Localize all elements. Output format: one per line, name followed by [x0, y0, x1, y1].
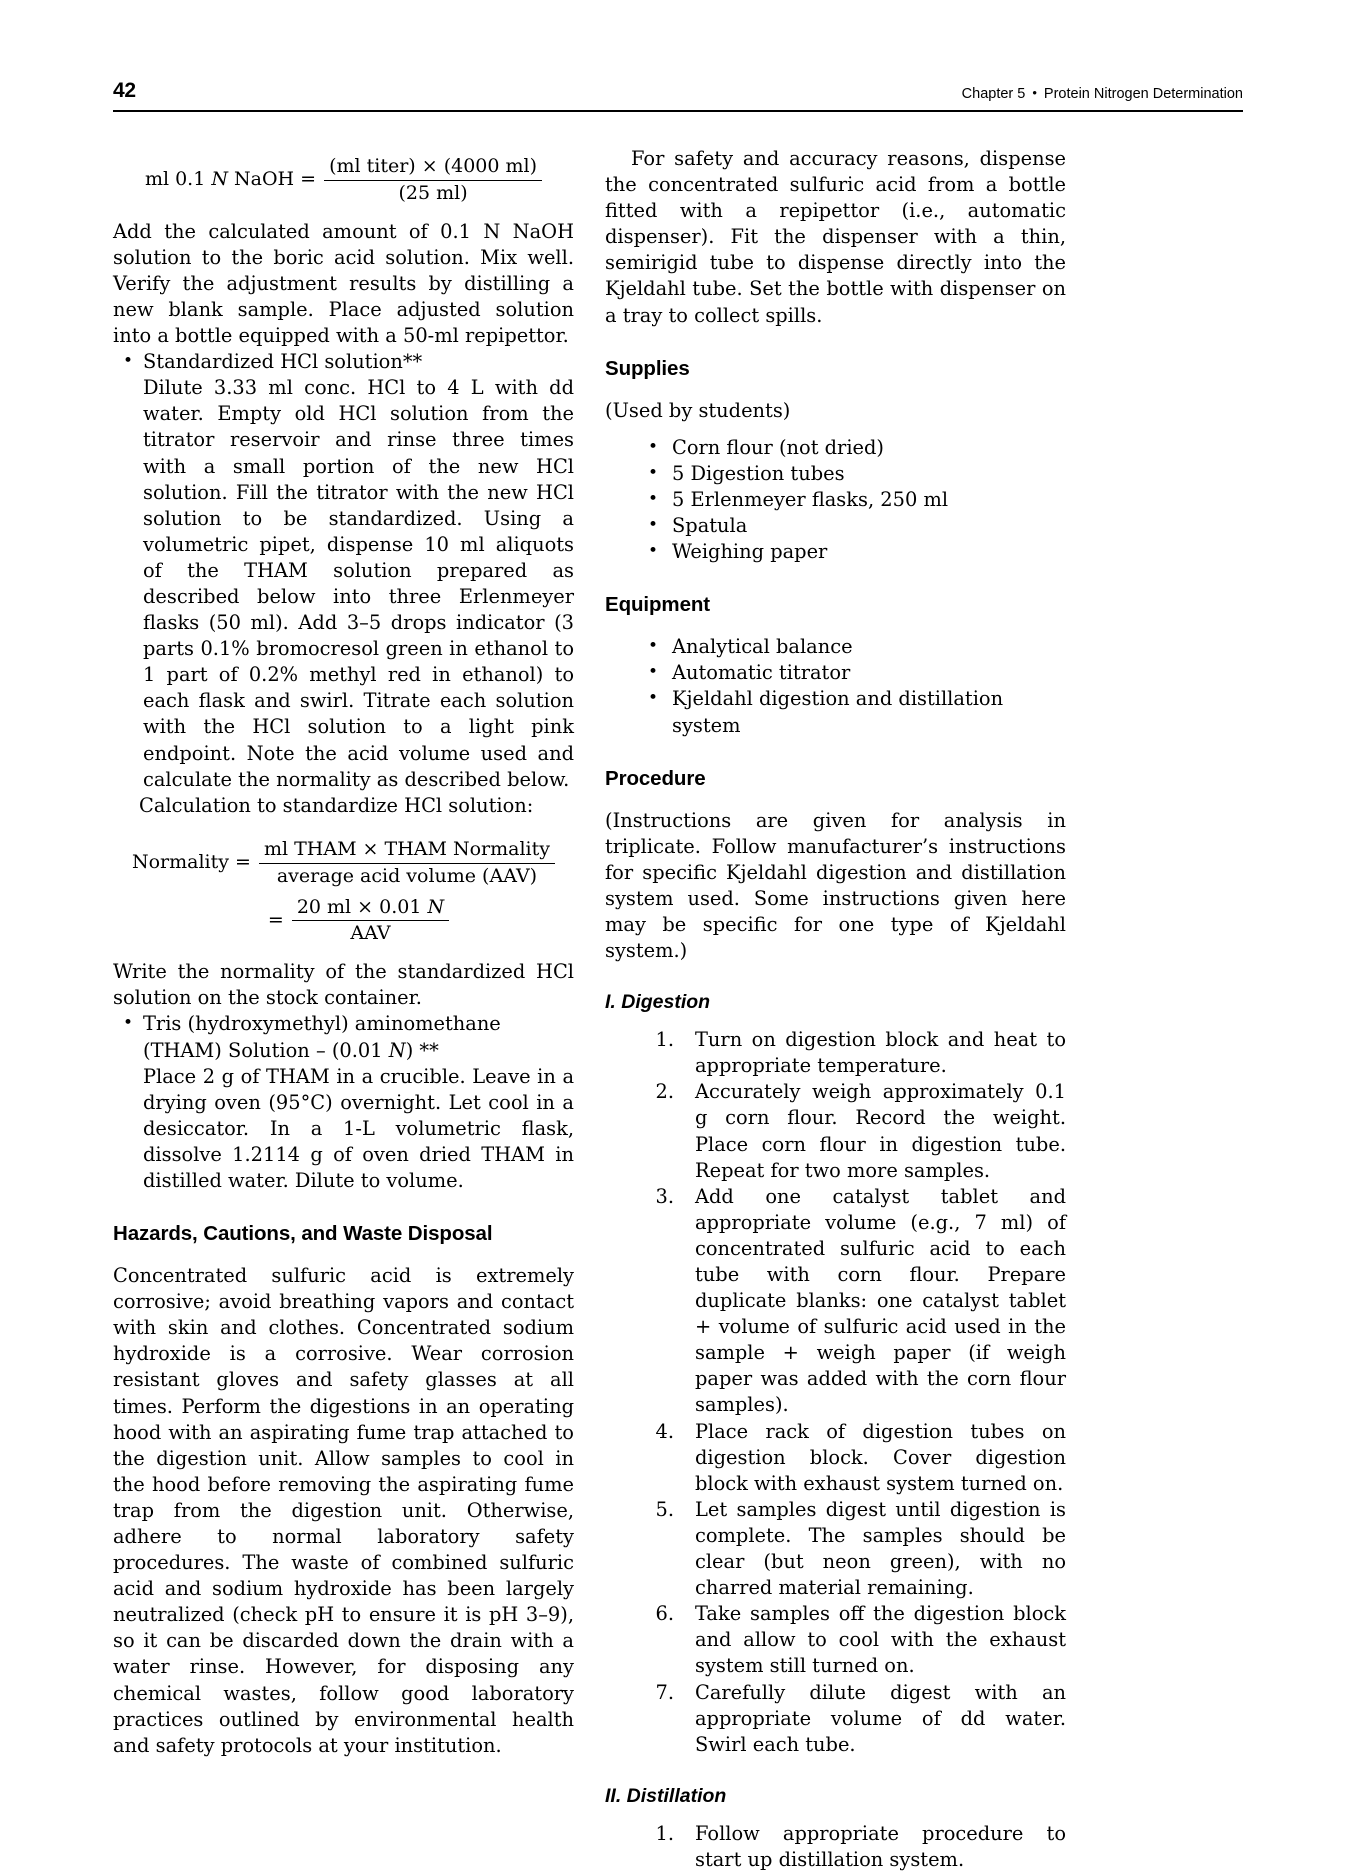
formula-normality-fraction [259, 839, 555, 888]
supplies-item-label: Corn flour (not dried) [672, 435, 884, 459]
header-rule [113, 110, 1243, 112]
list-item [640, 1419, 1066, 1497]
formula-naoh-lhs-tail: NaOH = [227, 168, 317, 191]
reagent-bullet-list [113, 349, 574, 793]
list-item [640, 487, 1066, 513]
formula-normality [113, 839, 574, 945]
list-item [640, 1027, 1066, 1079]
heading-supplies: Supplies [605, 356, 690, 380]
bullet-title-tham-normality: N [388, 1038, 406, 1062]
bullet-title-tham-b: ) ** [405, 1038, 439, 1062]
running-head [113, 78, 1243, 108]
step-number: 4. [655, 1419, 674, 1443]
step-text: Carefully dilute digest with an appropriate volume of dd water. Swirl each tube. [695, 1680, 1066, 1756]
step-number: 6. [655, 1602, 674, 1626]
left-column [113, 146, 574, 1759]
step-number: 1. [655, 1821, 674, 1845]
list-item [640, 1079, 1066, 1183]
step-number: 5. [655, 1497, 674, 1521]
running-head-chapter: Chapter 5 [961, 86, 1026, 102]
formula-naoh-numerator: (ml titer) × (4000 ml) [324, 156, 542, 181]
tham-bullet-list [113, 1011, 574, 1194]
heading-hazards: Hazards, Cautions, and Waste Disposal [113, 1222, 493, 1246]
list-item [640, 634, 1066, 660]
bullet-title-hcl: Standardized HCl solution** [143, 350, 423, 374]
supplies-list [640, 435, 1066, 565]
bullet-body-tham: Place 2 g of THAM in a crucible. Leave in a drying oven (95°C) overnight. Let cool in a desiccator. In a 1-L volumetric flask, dissolve 1.2114 g of oven dried THAM in distilled water. Dilute to volume. [143, 1064, 574, 1192]
formula-normality-numerator2 [292, 897, 449, 922]
equipment-item-label: Kjeldahl digestion and distillation system [672, 687, 1004, 737]
formula-normality-line1 [132, 839, 555, 888]
list-item [640, 1184, 1066, 1419]
list-item [640, 513, 1066, 539]
heading-digestion: I. Digestion [605, 991, 711, 1014]
list-item [640, 1680, 1066, 1758]
list-item [640, 435, 1066, 461]
equipment-list [640, 634, 1066, 738]
paragraph-hazards: Concentrated sulfuric acid is extremely corrosive; avoid breathing vapors and contact with skin and clothes. Concentrated sodium hydroxide is a corrosive. Wear corrosion resistant gloves and safety glasses at all times. Perform the digestions in an operating hood with an aspirating fume trap attached to the digestion unit. Allow samples to cool in the hood before removing the aspirating fume trap from the digestion unit. Otherwise, adhere to normal laboratory safety procedures. The waste of combined sulfuric acid and sodium hydroxide has been largely neutralized (check pH to ensure it is pH 3–9), so it can be discarded down the drain with a water rinse. However, for disposing any chemical wastes, follow good laboratory practices outlined by environmental health and safety protocols at your institution. [113, 1264, 574, 1757]
step-number: 2. [655, 1080, 674, 1104]
formula-normality-denominator2: AAV [350, 922, 391, 945]
formula-normality-numerator: ml THAM × THAM Normality [259, 839, 555, 864]
bullet-title-tham-a: Tris (hydroxymethyl) aminomethane (THAM) Solution – (0.01 [143, 1012, 501, 1062]
step-number: 1. [655, 1028, 674, 1052]
supplies-item-label: Spatula [672, 514, 748, 538]
paragraph-add-naoh [113, 219, 574, 349]
step-text: Take samples off the digestion block and allow to cool with the exhaust system still turned on. [695, 1602, 1066, 1678]
list-item [640, 539, 1066, 565]
formula-normality-line2 [268, 897, 449, 946]
list-item [640, 660, 1066, 686]
step-text: Accurately weigh approximately 0.1 g corn flour. Record the weight. Place corn flour in digestion tube. Repeat for two more samples. [695, 1080, 1066, 1182]
heading-procedure: Procedure [605, 766, 706, 790]
list-item [113, 1011, 574, 1194]
paragraph-procedure-intro: (Instructions are given for analysis in triplicate. Follow manufacturer’s instructions for specific Kjeldahl digestion and distillation system used. Some instructions given here may be specific for one type of Kjeldahl system.) [605, 808, 1066, 963]
running-head-title [962, 83, 1243, 104]
step-text: Turn on digestion block and heat to appropriate temperature. [695, 1028, 1066, 1078]
formula-normality-numerator2-normality: N [427, 895, 445, 918]
page-number: 42 [113, 79, 136, 102]
step-text: Let samples digest until digestion is complete. The samples should be clear (but neon green), with no charred material remaining. [695, 1497, 1066, 1600]
formula-normality-numerator2-text: 20 ml × 0.01 [296, 895, 428, 918]
equipment-item-label: Analytical balance [672, 635, 853, 659]
digestion-steps-list [640, 1027, 1066, 1758]
formula-naoh-lhs [145, 169, 324, 191]
bullet-separator-icon: • [1032, 85, 1037, 100]
heading-equipment: Equipment [605, 593, 711, 617]
formula-normality-lhs: Normality = [131, 851, 251, 874]
step-text: Follow appropriate procedure to start up distillation system. [695, 1821, 1066, 1871]
list-item [640, 1497, 1066, 1601]
supplies-subtitle: (Used by students) [605, 398, 791, 422]
formula-normality-fraction2 [292, 897, 449, 946]
formula-naoh-fraction [324, 156, 542, 205]
bullet-title-tham [143, 1012, 501, 1061]
step-number: 3. [655, 1184, 674, 1208]
paragraph-safety: For safety and accuracy reasons, dispense the concentrated sulfuric acid from a bottle fitted with a repipettor (i.e., automatic dispenser). Fit the dispenser with a thin, semirigid tube to dispense directly into the Kjeldahl tube. Set the bottle with dispenser on a tray to collect spills. [605, 147, 1066, 327]
formula-naoh [113, 156, 574, 205]
right-column [605, 146, 1066, 1873]
formula-naoh-denominator: (25 ml) [398, 181, 468, 204]
list-item [640, 461, 1066, 487]
formula-normality-denominator: average acid volume (AAV) [276, 864, 538, 887]
supplies-item-label: 5 Erlenmeyer flasks, 250 ml [672, 487, 949, 511]
step-text: Add one catalyst tablet and appropriate volume (e.g., 7 ml) of concentrated sulfuric acid to each tube with corn flour. Prepare duplicate blanks: one catalyst tablet + volume of sulfuric acid used in the sample + weigh paper (if weigh paper was added with the corn flour samples). [695, 1184, 1066, 1417]
formula-naoh-lhs-normality: N [211, 168, 228, 191]
supplies-item-label: 5 Digestion tubes [672, 461, 845, 485]
paragraph-add-naoh-text: Add the calculated amount of 0.1 N NaOH solution to the boric acid solution. Mix well. Verify the adjustment results by distilling a new blank sample. Place adjusted solution into a bottle equipped with a 50-ml repipettor. [113, 219, 574, 348]
step-text: Place rack of digestion tubes on digestion block. Cover digestion block with exhaust system turned on. [695, 1419, 1066, 1495]
formula-naoh-lhs-text: ml 0.1 [144, 168, 212, 191]
formula-normality-lhs2: = [267, 908, 284, 931]
equipment-item-label: Automatic titrator [672, 661, 851, 685]
step-number: 7. [655, 1680, 674, 1704]
distillation-steps-list [640, 1821, 1066, 1873]
running-head-subject: Protein Nitrogen Determination [1043, 86, 1243, 102]
list-item [113, 349, 574, 793]
list-item [640, 1601, 1066, 1679]
paragraph-calc-lead: Calculation to standardize HCl solution: [139, 793, 534, 817]
list-item [640, 686, 1066, 738]
heading-distillation: II. Distillation [605, 1784, 727, 1807]
supplies-item-label: Weighing paper [672, 540, 828, 564]
bullet-body-hcl: Dilute 3.33 ml conc. HCl to 4 L with dd water. Empty old HCl solution from the titrator reservoir and rinse three times with a small portion of the new HCl solution. Fill the titrator with the new HCl solution to be standardized. Using a volumetric pipet, dispense 10 ml aliquots of the THAM solution prepared as described below into three Erlenmeyer flasks (50 ml). Add 3–5 drops indicator (3 parts 0.1% bromocresol green in ethanol to 1 part of 0.2% methyl red in ethanol) to each flask and swirl. Titrate each solution with the HCl solution to a light pink endpoint. Note the acid volume used and calculate the normality as described below. [143, 376, 574, 791]
list-item [640, 1821, 1066, 1873]
paragraph-write-normality: Write the normality of the standardized HCl solution on the stock container. [113, 960, 574, 1010]
